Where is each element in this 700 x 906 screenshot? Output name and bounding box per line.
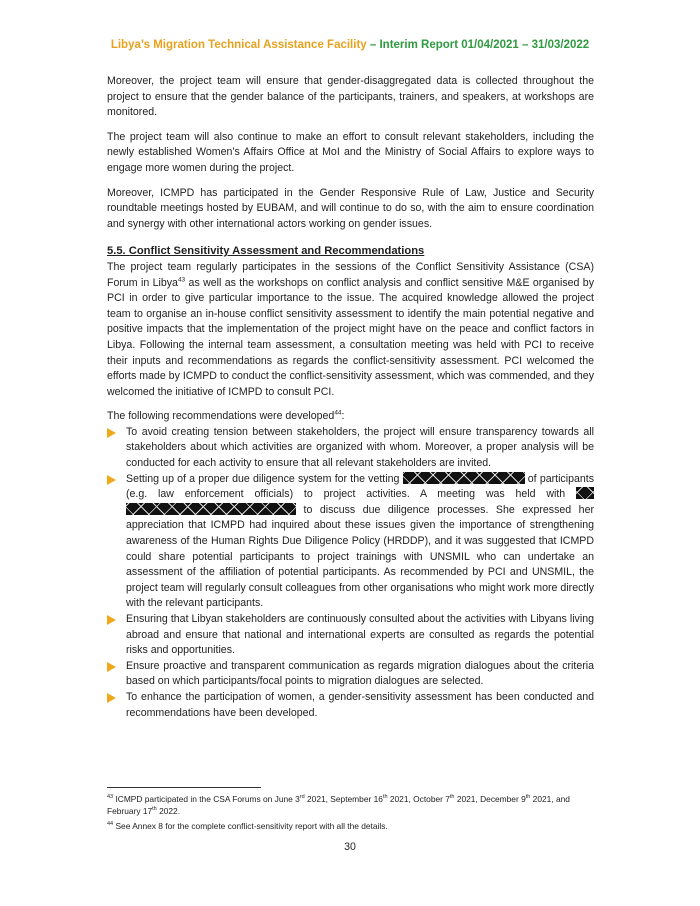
list-item-text: to discuss due diligence processes. She expressed her appreciation that ICMPD had inquired about these issues given the importance of strengthening awareness of the Human Rights Due Diligence Policy (HRDDP), and it was suggested that ICMPD could share potential participants to project trainings with UNSMIL who can undertake an assessment of the affiliation of potential participants. As recommended by PCI and UNSMIL, the project team will regularly consult colleagues from other organisations who might work more directly with the relevant participants. [126, 503, 594, 610]
redaction-mark [126, 503, 296, 515]
footnote-text: 2021, October 7 [387, 794, 450, 804]
footnote-text: 2022. [156, 806, 181, 817]
ordinal-suffix: rd [299, 794, 305, 801]
list-item-text: To enhance the participation of women, a gender-sensitivity assessment has been conducted and recommendations have been developed. [126, 690, 594, 719]
list-item-text: Ensuring that Libyan stakeholders are continuously consulted about the activities with Libyans living abroad and ensure that national and international experts are consulted as regards the potential risks and opportunities. [126, 613, 594, 657]
paragraph: The project team will also continue to make an effort to consult relevant stakeholders, including the newly established Women’s Affairs Office at MoI and the Ministry of Social Affairs to explore ways to engage more women during the project. [107, 130, 594, 174]
arrow-bullet-icon [107, 475, 116, 485]
arrow-bullet-icon [107, 662, 116, 672]
redaction-mark [576, 487, 594, 499]
footnote-ref-44[interactable]: 44 [334, 409, 342, 417]
footnote-number: 43 [107, 794, 114, 801]
section-body-text: The project team regularly participates in the sessions of the Conflict Sensitivity Assistance (CSA) Forum in Libya [107, 260, 594, 289]
footnote-text: See Annex 8 for the complete conflict-sensitivity report with all the details. [113, 821, 388, 832]
footnote-text: 2021, and February 17 [107, 794, 570, 817]
paragraph: Moreover, ICMPD has participated in the Gender Responsive Rule of Law, Justice and Security roundtable meetings hosted by EUBAM, and will continue to do so, with the aim to ensure coordination and synergy with other international actors working on gender issues. [107, 186, 594, 230]
list-item [107, 612, 594, 659]
header-title: Libya’s Migration Technical Assistance Facility [110, 39, 367, 51]
footnote-text: ICMPD participated in the CSA Forums on June 3 [113, 794, 300, 804]
list-item-text: of participants (e.g. law enforcement officials) to project activities. A meeting was held with [126, 472, 594, 501]
arrow-bullet-icon [107, 428, 116, 438]
footnote-text: 2021, December 9 [454, 794, 526, 804]
page-header [0, 39, 700, 51]
footnote-43 [107, 793, 594, 817]
list-item [107, 659, 594, 690]
list-item [107, 690, 594, 721]
arrow-bullet-icon [107, 693, 116, 703]
footnote-divider [107, 787, 261, 788]
list-item-text: To avoid creating tension between stakeholders, the project will ensure transparency towards all stakeholders about which activities are organized with whom. Moreover, a proper analysis will be conducted for each activity to ensure that all relevant stakeholders are invited. [126, 425, 594, 470]
list-item-text: Setting up of a proper due diligence system for the vetting [126, 472, 403, 485]
list-item [107, 425, 594, 472]
recommendations-intro [107, 409, 594, 425]
footnote-44 [107, 820, 594, 832]
header-report: – Interim Report 01/04/2021 – 31/03/2022 [366, 39, 590, 51]
ordinal-suffix: th [382, 794, 388, 801]
list-item [107, 472, 594, 612]
footnote-ref-43[interactable]: 43 [177, 276, 186, 283]
footnote-text: 2021, September 16 [304, 794, 383, 804]
footnotes [107, 793, 594, 836]
section-body-text: as well as the workshops on conflict analysis and conflict sensitive M&E organised by PCI in order to give particular importance to the issue. The acquired knowledge allowed the project team to organise an in-house conflict sensitivity assessment to identify the main potential negative and positive impacts that the implementation of the project might have on the peace and conflict factors in Libya. Following the internal team assessment, a consultation meeting was held with PCI to receive their inputs and recommendations as regards the conflict-sensitivity assessment. PCI welcomed the efforts made by ICMPD to conduct the conflict-sensitivity assessment, which was commended, and they welcomed the initiative of ICMPD to consult PCI. [107, 276, 594, 398]
recommendations-intro-text: The following recommendations were developed [107, 410, 335, 423]
paragraph: Moreover, the project team will ensure that gender-disaggregated data is collected throughout the project to ensure that the gender balance of the participants, trainers, and speakers, at workshops are monitored. [107, 75, 594, 119]
ordinal-suffix: th [449, 794, 455, 801]
page-content [107, 74, 594, 721]
ordinal-suffix: th [152, 806, 157, 813]
page-number: 30 [344, 841, 356, 853]
ordinal-suffix: th [525, 794, 531, 801]
section-heading: 5.5. Conflict Sensitivity Assessment and Recommendations [107, 245, 425, 258]
recommendations-intro-colon: : [341, 410, 345, 423]
recommendations-list [107, 425, 594, 721]
section-body [107, 260, 594, 400]
arrow-bullet-icon [107, 615, 116, 625]
list-item-text: Ensure proactive and transparent communication as regards migration dialogues about the criteria based on which participants/focal points to migration dialogues are selected. [126, 659, 594, 688]
redaction-mark [403, 472, 525, 484]
footnote-number: 44 [107, 821, 114, 828]
